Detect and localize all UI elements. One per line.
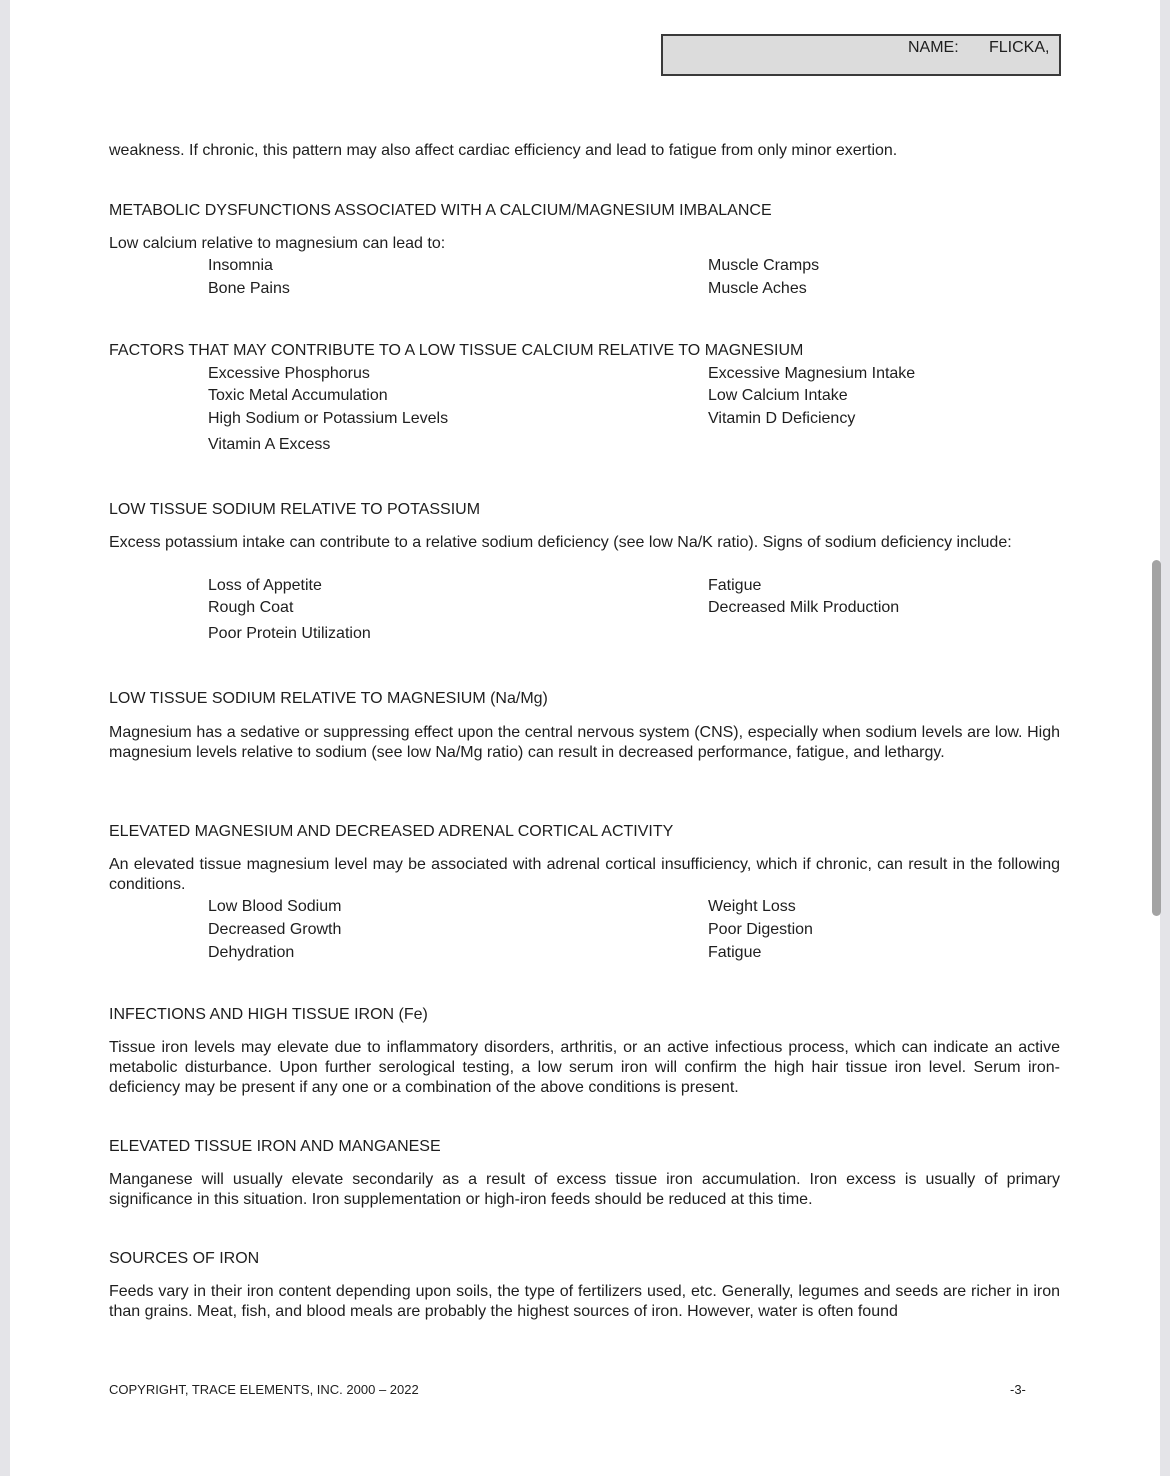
section-heading: SOURCES OF IRON — [109, 1250, 260, 1267]
section-heading: FACTORS THAT MAY CONTRIBUTE TO A LOW TISSUE CALCIUM RELATIVE TO MAGNESIUM — [109, 342, 804, 359]
list-item: Poor Protein Utilization — [208, 625, 371, 642]
page-number: -3- — [1010, 1382, 1026, 1397]
document-page — [10, 0, 1160, 1476]
list-item: Muscle Cramps — [708, 257, 820, 274]
list-item: Fatigue — [708, 577, 762, 594]
section-text: Excess potassium intake can contribute to a relative sodium deficiency (see low Na/K ratio). Signs of sodium deficiency include: — [109, 534, 1012, 551]
list-item: Vitamin D Deficiency — [708, 410, 856, 427]
section-heading: ELEVATED MAGNESIUM AND DECREASED ADRENAL CORTICAL ACTIVITY — [109, 823, 674, 840]
list-item: Fatigue — [708, 944, 762, 961]
section-heading: LOW TISSUE SODIUM RELATIVE TO POTASSIUM — [109, 501, 481, 518]
list-item: Low Blood Sodium — [208, 898, 342, 915]
section-text: Manganese will usually elevate secondarily as a result of excess tissue iron accumulation. Iron excess is usually of primary significance in this situation. Iron supplementation or high-iron feeds should be reduced at this time. — [109, 1171, 1060, 1208]
section-heading: ELEVATED TISSUE IRON AND MANGANESE — [109, 1138, 441, 1155]
list-item: Bone Pains — [208, 280, 290, 297]
list-item: Loss of Appetite — [208, 577, 322, 594]
name-header-box — [661, 34, 1061, 76]
section-text: Magnesium has a sedative or suppressing effect upon the central nervous system (CNS), especially when sodium levels are low. High magnesium levels relative to sodium (see low Na/Mg ratio) can result in decreased performance, fatigue, and lethargy. — [109, 724, 1060, 761]
section-heading: INFECTIONS AND HIGH TISSUE IRON (Fe) — [109, 1006, 428, 1023]
name-label: NAME: — [908, 39, 959, 56]
list-item: Toxic Metal Accumulation — [208, 387, 388, 404]
list-item: Poor Digestion — [708, 921, 813, 938]
list-item: Decreased Milk Production — [708, 599, 900, 616]
intro-text: weakness. If chronic, this pattern may also affect cardiac efficiency and lead to fatigue from only minor exertion. — [109, 142, 898, 159]
section-heading: METABOLIC DYSFUNCTIONS ASSOCIATED WITH A CALCIUM/MAGNESIUM IMBALANCE — [109, 202, 772, 219]
list-item: Dehydration — [208, 944, 295, 961]
list-item: Low Calcium Intake — [708, 387, 848, 404]
list-item: Decreased Growth — [208, 921, 342, 938]
list-item: Excessive Phosphorus — [208, 365, 370, 382]
list-item: Muscle Aches — [708, 280, 807, 297]
name-value: FLICKA, — [989, 39, 1050, 56]
section-text: Tissue iron levels may elevate due to inflammatory disorders, arthritis, or an active infectious process, which can indicate an active metabolic disturbance. Upon further serological testing, a low serum iron will confirm the high hair tissue iron level. Serum iron-deficiency may be present if any one or a combination of the above conditions is present. — [109, 1039, 1060, 1096]
section-text: An elevated tissue magnesium level may be associated with adrenal cortical insufficiency, which if chronic, can result in the following conditions. — [109, 856, 1060, 893]
section-heading: LOW TISSUE SODIUM RELATIVE TO MAGNESIUM (Na/Mg) — [109, 690, 548, 707]
section-text: Low calcium relative to magnesium can lead to: — [109, 235, 446, 252]
list-item: Weight Loss — [708, 898, 796, 915]
vertical-scrollbar[interactable] — [1152, 560, 1161, 916]
list-item: Insomnia — [208, 257, 273, 274]
copyright-footer: COPYRIGHT, TRACE ELEMENTS, INC. 2000 – 2022 — [109, 1382, 419, 1397]
list-item: Rough Coat — [208, 599, 294, 616]
list-item: High Sodium or Potassium Levels — [208, 410, 449, 427]
list-item: Vitamin A Excess — [208, 436, 331, 453]
section-text: Feeds vary in their iron content depending upon soils, the type of fertilizers used, etc. Generally, legumes and seeds are richer in iron than grains. Meat, fish, and blood meals are probably the highest sources of iron. However, water is often found — [109, 1283, 1060, 1320]
list-item: Excessive Magnesium Intake — [708, 365, 916, 382]
